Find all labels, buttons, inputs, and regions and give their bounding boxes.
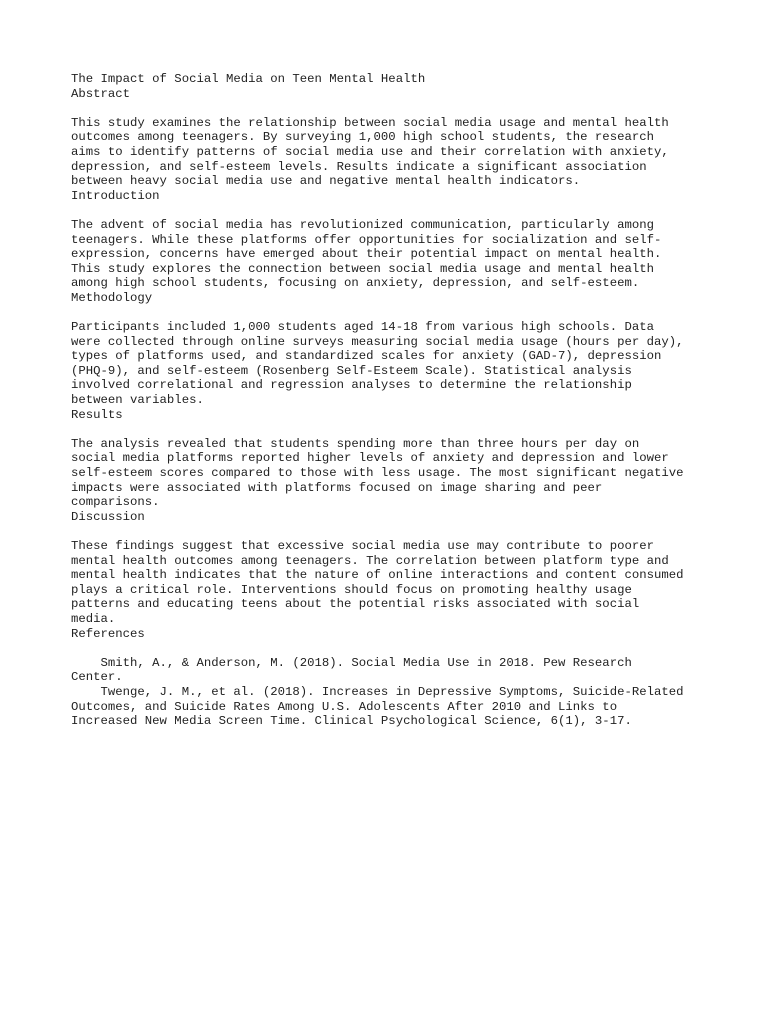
text-line: mental health outcomes among teenagers. The correlation between platform type and [71,553,669,568]
spacer [71,203,711,218]
text-line: These findings suggest that excessive social media use may contribute to poorer [71,539,654,553]
text-line: teenagers. While these platforms offer opportunities for socialization and self- [71,232,662,247]
section-body-introduction [71,218,711,291]
text-line: depression, and self-esteem levels. Results indicate a significant association [71,159,647,174]
text-line: aims to identify patterns of social media use and their correlation with anxiety, [71,144,669,159]
text-line: Outcomes, and Suicide Rates Among U.S. Adolescents After 2010 and Links to [71,699,618,714]
text-line: Increased New Media Screen Time. Clinical Psychological Science, 6(1), 3-17. [71,714,632,729]
document-page [71,72,711,729]
text-line: between variables. [71,393,204,408]
text-line: Center. [71,670,123,685]
text-line: Twenge, J. M., et al. (2018). Increases in Depressive Symptoms, Suicide-Related [71,684,684,699]
text-line: (PHQ-9), and self-esteem (Rosenberg Self-Esteem Scale). Statistical analysis [71,363,632,378]
text-line: comparisons. [71,495,160,510]
spacer [71,306,711,321]
text-line: This study examines the relationship between social media usage and mental health [71,115,669,130]
text-line: self-esteem scores compared to those with less usage. The most significant negative [71,466,684,481]
spacer [71,524,711,539]
text-line: impacts were associated with platforms focused on image sharing and peer [71,480,603,495]
text-line: types of platforms used, and standardized scales for anxiety (GAD-7), depression [71,349,662,364]
text-line: expression, concerns have emerged about their potential impact on mental health. [71,247,662,262]
section-body-abstract [71,116,711,189]
section-body-methodology [71,320,711,408]
text-line: outcomes among teenagers. By surveying 1,000 high school students, the research [71,130,654,145]
text-line: among high school students, focusing on anxiety, depression, and self-esteem. [71,276,640,291]
section-heading-references: References [71,626,145,641]
text-line: Participants included 1,000 students aged 14-18 from various high schools. Data [71,320,654,335]
text-line: This study explores the connection between social media usage and mental health [71,261,654,276]
text-line: plays a critical role. Interventions should focus on promoting healthy usage [71,582,632,597]
text-line: patterns and educating teens about the potential risks associated with social [71,597,640,612]
text-line: media. [71,611,116,626]
reference-item [71,656,711,685]
section-heading-discussion: Discussion [71,509,145,524]
spacer [71,422,711,437]
text-line: The analysis revealed that students spending more than three hours per day on [71,436,640,451]
text-line: between heavy social media use and negative mental health indicators. [71,174,581,189]
spacer [71,101,711,116]
section-heading-abstract: Abstract [71,86,131,101]
spacer [71,641,711,656]
text-line: Smith, A., & Anderson, M. (2018). Social Media Use in 2018. Pew Research [71,655,632,670]
section-body-results [71,437,711,510]
text-line: The advent of social media has revolutionized communication, particularly among [71,217,654,232]
text-line: mental health indicates that the nature of online interactions and content consumed [71,568,684,583]
text-line: involved correlational and regression analyses to determine the relationship [71,378,632,393]
section-heading-introduction: Introduction [71,188,160,203]
text-line: were collected through online surveys measuring social media usage (hours per day), [71,334,684,349]
section-body-discussion [71,539,711,627]
reference-item [71,685,711,729]
text-line: social media platforms reported higher levels of anxiety and depression and lower [71,451,669,466]
section-heading-results: Results [71,407,123,422]
section-heading-methodology: Methodology [71,290,153,305]
document-title: The Impact of Social Media on Teen Mental Health [71,72,426,86]
